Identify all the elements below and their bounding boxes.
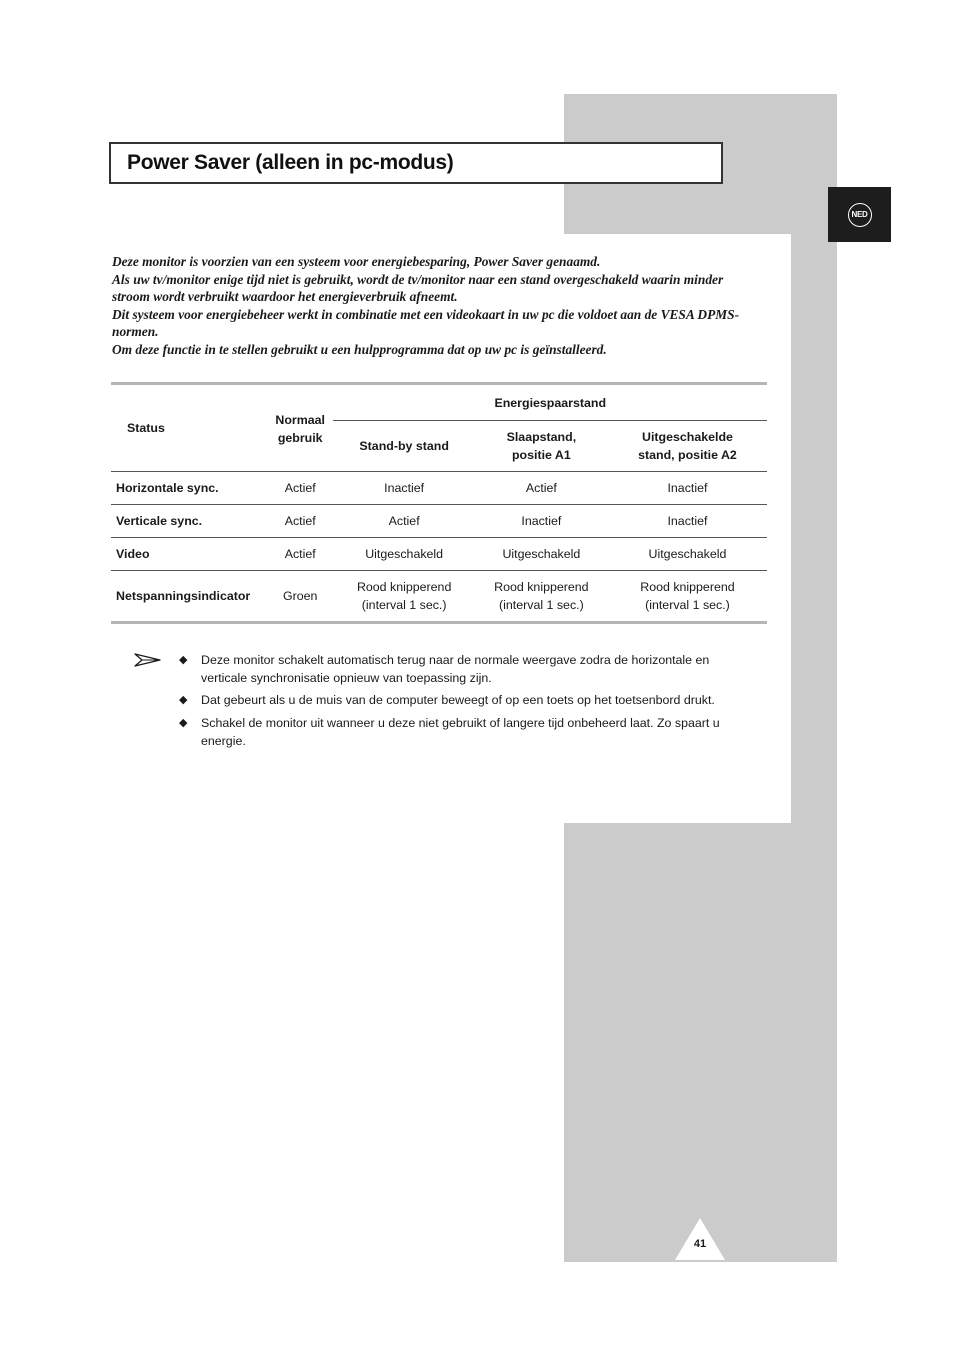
note-text: Dat gebeurt als u de muis van de computer beweegt of op een toets op het toetsenbord drukt. — [201, 693, 715, 707]
cell-status: Netspanningsindicator — [111, 571, 267, 623]
header-energy-group: Energiespaarstand — [333, 384, 767, 421]
cell-off: Inactief — [608, 505, 767, 538]
cell-off — [608, 571, 767, 623]
cell-normal: Groen — [267, 571, 334, 623]
cell-sleep: Uitgeschakeld — [475, 538, 608, 571]
header-off — [608, 421, 767, 472]
header-normal-label: Normaal gebruik — [275, 412, 325, 445]
decorative-gray-band-right — [791, 234, 837, 824]
cell-status: Video — [111, 538, 267, 571]
note-item — [179, 715, 739, 750]
power-saver-table — [111, 382, 767, 624]
cell-sleep-text: Rood knipperend (interval 1 sec.) — [494, 580, 589, 612]
cell-normal: Actief — [267, 505, 334, 538]
cell-standby: Actief — [333, 505, 474, 538]
note-item — [179, 652, 739, 687]
cell-sleep — [475, 571, 608, 623]
note-item — [179, 692, 739, 710]
page-title-box — [109, 142, 723, 184]
cell-normal: Actief — [267, 472, 334, 505]
intro-line: Deze monitor is voorzien van een systeem voor energiebesparing, Power Saver genaamd. — [112, 254, 601, 269]
diamond-bullet-icon: ◆ — [179, 654, 188, 666]
cell-off: Uitgeschakeld — [608, 538, 767, 571]
intro-line: Als uw tv/monitor enige tijd niet is gebruikt, wordt de tv/monitor naar een stand overgeschakeld waarin minder stroom wordt verbruikt waardoor het energieverbruik afneemt. — [112, 271, 724, 305]
intro-line: Om deze functie in te stellen gebruikt u een hulpprogramma dat op uw pc is geïnstalleerd. — [112, 341, 607, 357]
note-text: Schakel de monitor uit wanneer u deze niet gebruikt of langere tijd onbeheerd laat. Zo spaart u energie. — [201, 716, 720, 748]
note-text: Deze monitor schakelt automatisch terug naar de normale weergave zodra de horizontale en verticale synchronisatie opnieuw van toepassing zijn. — [201, 653, 710, 685]
cell-standby — [333, 571, 474, 623]
header-off-label: Uitgeschakelde stand, positie A2 — [638, 430, 737, 462]
table-row — [111, 472, 767, 505]
intro-text — [112, 253, 762, 359]
cell-sleep: Actief — [475, 472, 608, 505]
pen-nib-arrow-icon — [134, 652, 162, 668]
language-badge: NED — [848, 203, 872, 227]
cell-status: Horizontale sync. — [111, 472, 267, 505]
header-normal — [267, 384, 334, 472]
cell-off-text: Rood knipperend (interval 1 sec.) — [640, 580, 735, 612]
diamond-bullet-icon: ◆ — [179, 717, 188, 729]
cell-off: Inactief — [608, 472, 767, 505]
table-row — [111, 538, 767, 571]
diamond-bullet-icon: ◆ — [179, 694, 188, 706]
cell-standby: Uitgeschakeld — [333, 538, 474, 571]
page-number: 41 — [693, 1238, 707, 1250]
page-title: Power Saver (alleen in pc-modus) — [127, 151, 454, 174]
cell-standby-text: Rood knipperend (interval 1 sec.) — [356, 580, 452, 612]
cell-sleep: Inactief — [475, 505, 608, 538]
intro-line: Dit systeem voor energiebeheer werkt in combinatie met een videokaart in uw pc die voldoet aan de VESA DPMS-normen. — [112, 306, 740, 340]
cell-standby: Inactief — [333, 472, 474, 505]
header-standby: Stand-by stand — [359, 439, 449, 453]
header-sleep-label: Slaapstand, positie A1 — [506, 430, 577, 462]
header-status: Status — [127, 421, 165, 435]
cell-normal: Actief — [267, 538, 334, 571]
language-tab — [828, 187, 891, 242]
table-row — [111, 505, 767, 538]
table-row — [111, 571, 767, 623]
decorative-gray-band-bottom — [564, 823, 837, 1262]
header-sleep — [475, 421, 608, 472]
cell-status: Verticale sync. — [111, 505, 267, 538]
